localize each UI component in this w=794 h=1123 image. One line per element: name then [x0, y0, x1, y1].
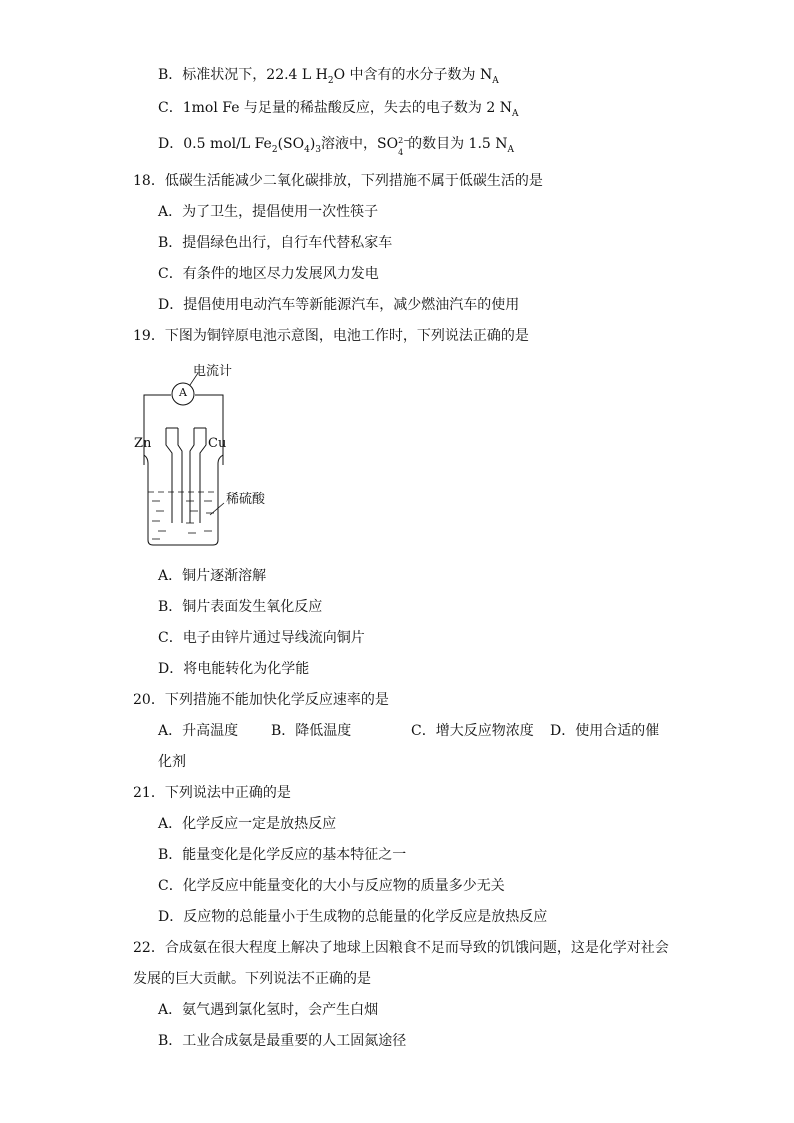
q17-option-d-text5: 的数目为 1.5 N — [408, 136, 508, 152]
q19-option-d: D．将电能转化为化学能 — [158, 661, 310, 677]
q21-stem: 21．下列说法中正确的是 — [133, 785, 291, 801]
q20-option-a: A．升高温度 — [158, 723, 239, 739]
right-wire — [195, 395, 223, 465]
q21-option-b: B．能量变化是化学反应的基本特征之一 — [158, 847, 407, 863]
q18-option-c: C．有条件的地区尽力发展风力发电 — [158, 266, 379, 282]
q22-option-b: B．工业合成氨是最重要的人工固氮途径 — [158, 1033, 407, 1049]
ammeter-symbol: A — [179, 386, 187, 399]
zinc-label: Zn — [134, 436, 152, 451]
beaker — [144, 455, 223, 545]
q17-option-d-text4: 溶液中，SO — [321, 136, 399, 152]
zinc-electrode-left — [166, 428, 172, 523]
q17-option-b-sub2: A — [492, 75, 499, 86]
q17-option-b — [158, 65, 499, 85]
sulfate-sup: 2− — [398, 136, 410, 145]
q17-option-c-sub: A — [512, 108, 519, 119]
q19-option-a: A．铜片逐渐溶解 — [158, 568, 267, 584]
q18-option-d: D．提倡使用电动汽车等新能源汽车，减少燃油汽车的使用 — [158, 297, 520, 313]
solution-label: 稀硫酸 — [226, 492, 266, 507]
q20-option-b: B．降低温度 — [271, 723, 352, 739]
solution-leader — [210, 503, 224, 515]
q20-stem: 20．下列措施不能加快化学反应速率的是 — [133, 692, 389, 708]
copper-electrode-right — [200, 428, 206, 523]
q17-option-b-text: B．标准状况下，22.4 L H — [158, 67, 328, 83]
q17-option-d-text3: ) — [309, 136, 316, 152]
q17-option-c — [158, 98, 519, 118]
q18-option-a: A．为了卫生，提倡使用一次性筷子 — [158, 204, 379, 220]
q17-option-d-text2: (SO — [277, 136, 305, 152]
ammeter-label: 电流计 — [193, 364, 233, 379]
q20-option-d-continuation: 化剂 — [158, 754, 186, 770]
q17-option-c-text: C．1mol Fe 与足量的稀盐酸反应，失去的电子数为 2 N — [158, 100, 512, 116]
q21-option-a: A．化学反应一定是放热反应 — [158, 816, 337, 832]
q19-option-b: B．铜片表面发生氧化反应 — [158, 599, 323, 615]
copper-label: Cu — [208, 436, 227, 451]
liquid-dashes — [152, 501, 214, 539]
q19-stem: 19．下图为铜锌原电池示意图，电池工作时，下列说法正确的是 — [133, 328, 529, 344]
q17-option-d-sub2: 4 — [304, 144, 310, 155]
q17-option-b-sub: 2 — [327, 75, 334, 86]
q20-option-d: D．使用合适的催 — [550, 723, 660, 739]
q17-option-b-text2: O 中含有的水分子数为 N — [333, 67, 493, 83]
q21-option-d: D．反应物的总能量小于生成物的总能量的化学反应是放热反应 — [158, 909, 548, 925]
q22-stem-line2: 发展的巨大贡献。下列说法不正确的是 — [133, 971, 371, 987]
q21-option-c: C．化学反应中能量变化的大小与反应物的质量多少无关 — [158, 878, 505, 894]
q17-option-d-sub5: A — [507, 144, 515, 155]
galvanic-cell-diagram — [128, 355, 298, 555]
q17-option-d-sub1: 2 — [271, 144, 278, 155]
q18-option-b: B．提倡绿色出行，自行车代替私家车 — [158, 235, 393, 251]
sulfate-sub: 4 — [398, 148, 404, 157]
q22-stem-line1: 22．合成氨在很大程度上解决了地球上因粮食不足而导致的饥饿问题，这是化学对社会 — [133, 940, 669, 956]
zinc-electrode-right — [178, 428, 182, 523]
left-wire — [144, 395, 171, 465]
q20-option-c: C．增大反应物浓度 — [411, 723, 534, 739]
q17-option-d — [158, 134, 515, 157]
q17-option-d-text: D．0.5 mol/L Fe — [158, 136, 272, 152]
q22-option-a: A．氨气遇到氯化氢时，会产生白烟 — [158, 1002, 379, 1018]
q19-option-c: C．电子由锌片通过导线流向铜片 — [158, 630, 365, 646]
sulfate-charge — [398, 136, 410, 157]
q18-stem: 18．低碳生活能减少二氧化碳排放，下列措施不属于低碳生活的是 — [133, 173, 543, 189]
q17-option-d-sub3: 3 — [315, 144, 322, 155]
copper-electrode-left — [190, 428, 194, 523]
